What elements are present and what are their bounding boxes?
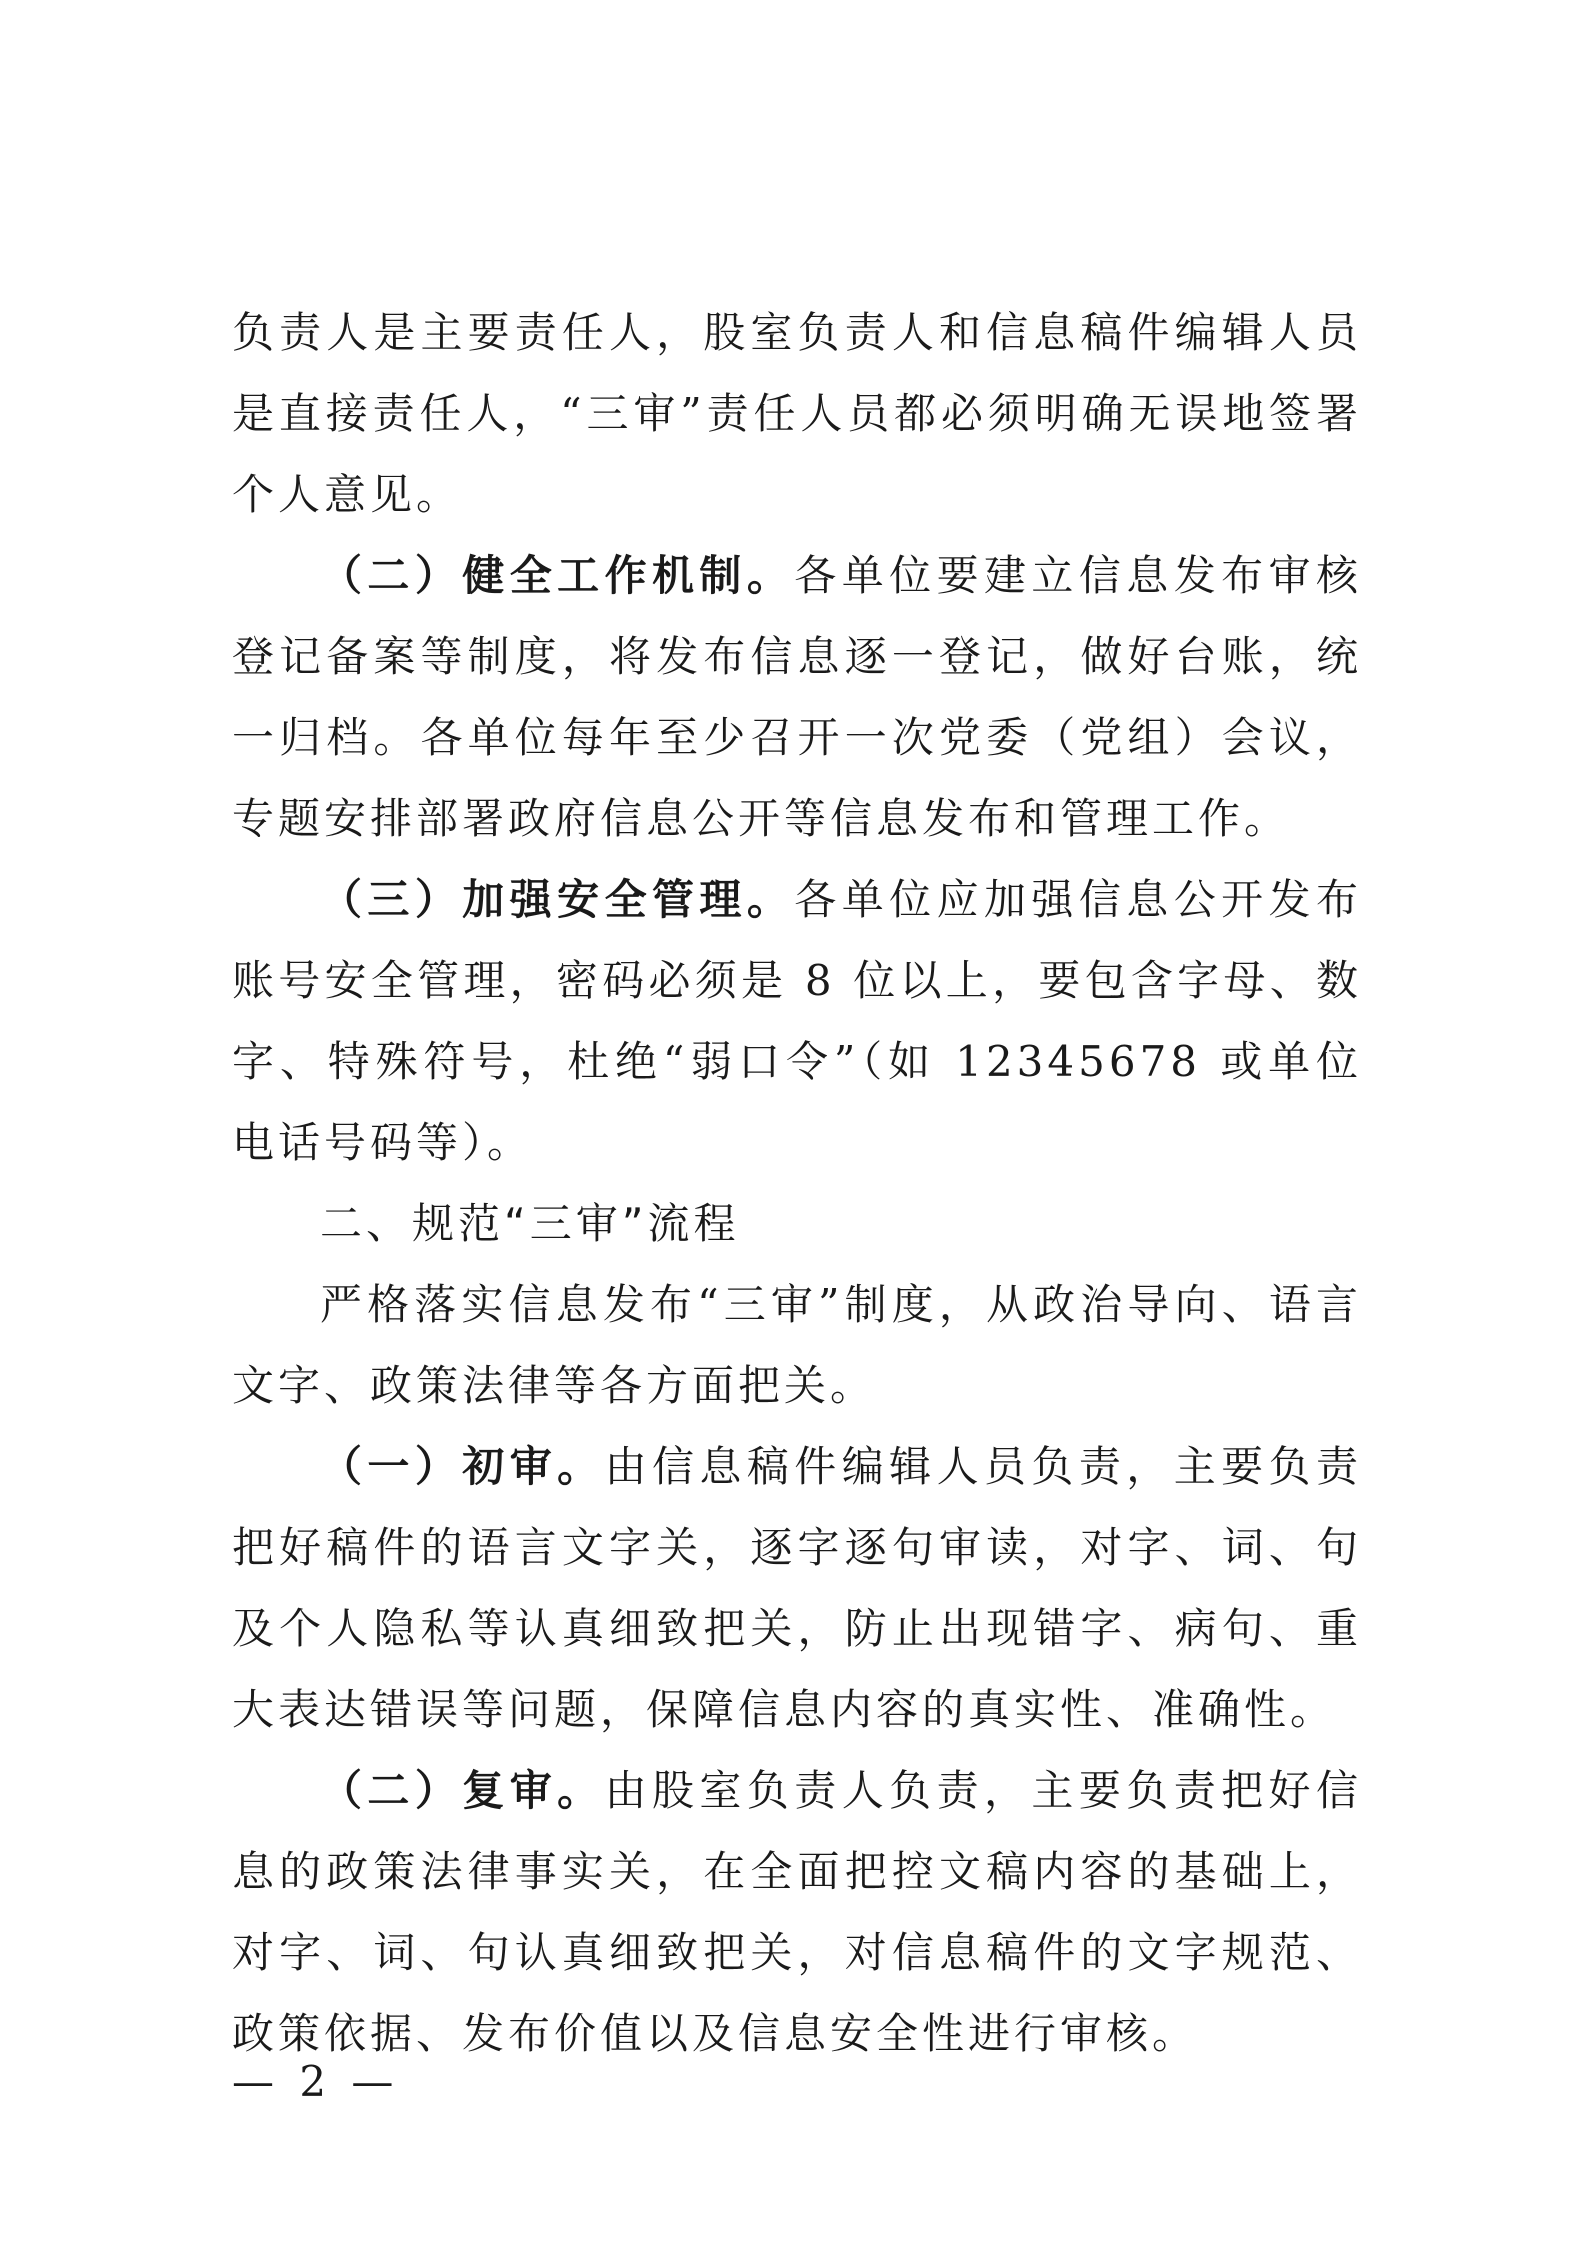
paragraph-lead: （二）复审。 — [320, 1766, 605, 1815]
paragraph-text: 各单位要建立信息发布审核登记备案等制度，将发布信息逐一登记，做好台账，统一归档。各单位每年至少召开一次党委（党组）会议，专题安排部署政府信息公开等信息发布和管理工作。 — [232, 551, 1362, 843]
paragraph-lead: （三）加强安全管理。 — [320, 875, 795, 924]
paragraph-text: 严格落实信息发布“三审”制度，从政治导向、语言文字、政策法律等各方面把关。 — [232, 1280, 1362, 1410]
paragraph-continuation — [232, 292, 1362, 535]
paragraph-work-mechanism — [232, 535, 1362, 859]
paragraph-lead: （二）健全工作机制。 — [320, 551, 795, 600]
paragraph-first-review — [232, 1426, 1362, 1750]
paragraph-text: 由信息稿件编辑人员负责，主要负责把好稿件的语言文字关，逐字逐句审读，对字、词、句及个人隐私等认真细致把关，防止出现错字、病句、重大表达错误等问题，保障信息内容的真实性、准确性。 — [232, 1442, 1362, 1734]
paragraph-security-management — [232, 859, 1362, 1183]
paragraph-text: 负责人是主要责任人，股室负责人和信息稿件编辑人员是直接责任人，“三审”责任人员都必须明确无误地签署个人意见。 — [232, 308, 1362, 519]
paragraph-three-review-intro — [232, 1264, 1362, 1426]
paragraph-lead: （一）初审。 — [320, 1442, 605, 1491]
section-heading: 二、规范“三审”流程 — [320, 1199, 740, 1248]
paragraph-text: 由股室负责人负责，主要负责把好信息的政策法律事实关，在全面把控文稿内容的基础上，对字、词、句认真细致把关，对信息稿件的文字规范、政策依据、发布价值以及信息安全性进行审核。 — [232, 1766, 1362, 2058]
paragraph-text: 各单位应加强信息公开发布账号安全管理，密码必须是 8 位以上，要包含字母、数字、特殊符号，杜绝“弱口令”（如 12345678 或单位电话号码等）。 — [232, 875, 1362, 1167]
document-body — [232, 292, 1362, 2074]
paragraph-second-review — [232, 1750, 1362, 2074]
page-number: — 2 — — [232, 2057, 400, 2106]
